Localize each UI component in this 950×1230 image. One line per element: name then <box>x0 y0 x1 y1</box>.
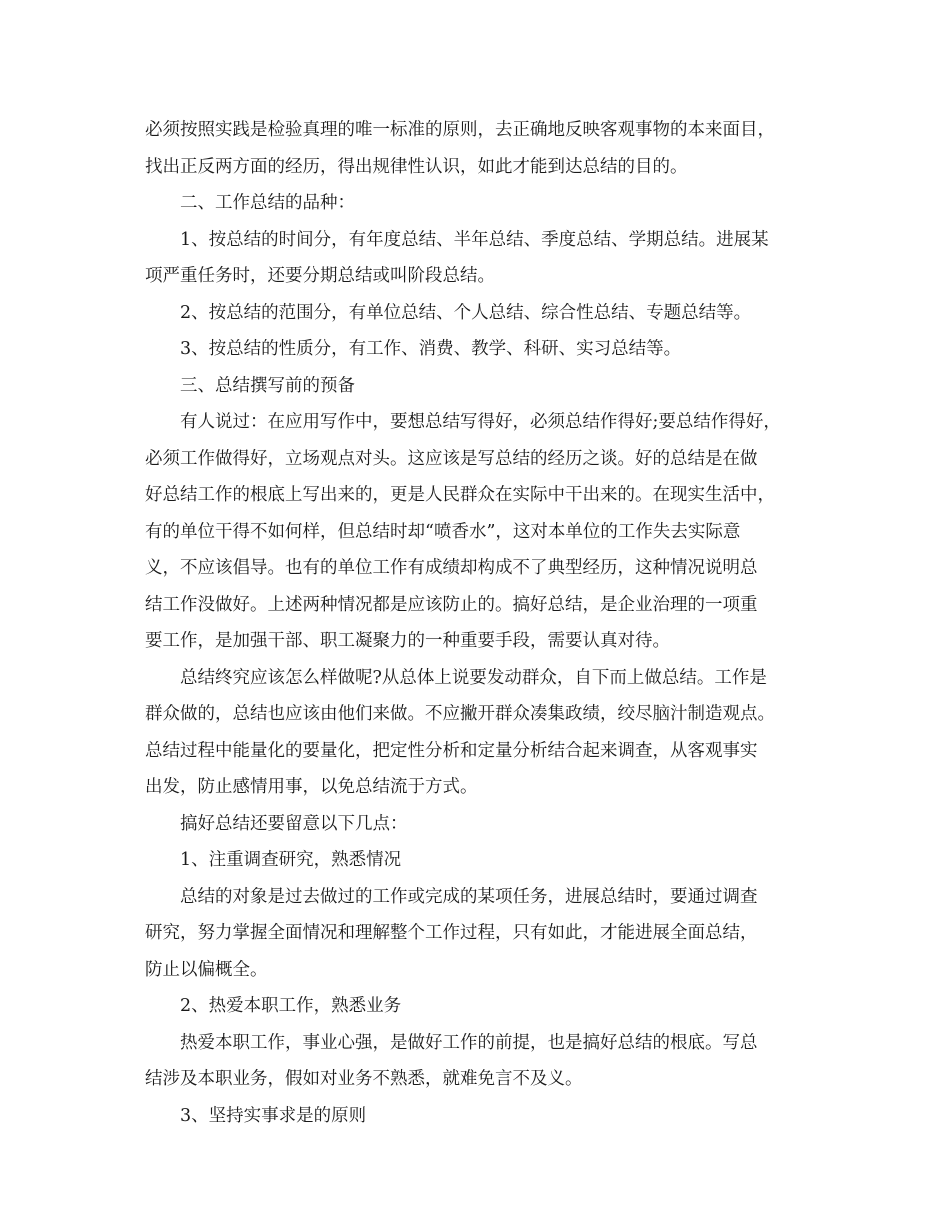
text-line: 防止以偏概全。 <box>145 959 268 980</box>
text-line: 总结过程中能量化的要量化，把定性分析和定量分析结合起来调查，从客观事实 <box>145 740 758 761</box>
text-line: 要工作，是加强干部、职工凝聚力的一种重要手段，需要认真对待。 <box>145 631 670 651</box>
text-line: 三、总结撰写前的预备 <box>180 375 355 396</box>
text-line: 群众做的，总结也应该由他们来做。不应撇开群众凑集政绩，绞尽脑汁制造观点。 <box>145 704 775 724</box>
text-line: 结工作没做好。上述两种情况都是应该防止的。搞好总结，是企业治理的一项重 <box>145 594 758 615</box>
text-line: 1、注重调查研究，熟悉情况 <box>180 850 402 870</box>
text-line: 出发，防止感情用事，以免总结流于方式。 <box>145 777 478 797</box>
text-line: 3、坚持实事求是的原则 <box>180 1105 367 1126</box>
text-line: 总结的对象是过去做过的工作或完成的某项任务，进展总结时，要通过调查 <box>180 886 758 907</box>
text-line: 二、工作总结的品种： <box>180 193 355 213</box>
text-line: 搞好总结还要留意以下几点： <box>180 813 408 834</box>
text-line: 热爱本职工作，事业心强，是做好工作的前提，也是搞好总结的根底。写总 <box>180 1032 758 1053</box>
text-line: 1、按总结的时间分，有年度总结、半年总结、季度总结、学期总结。进展某 <box>180 229 769 250</box>
text-line: 好总结工作的根底上写出来的，更是人民群众在实际中干出来的。在现实生活中， <box>145 485 775 505</box>
text-line: 义，不应该倡导。也有的单位工作有成绩却构成不了典型经历，这种情况说明总 <box>145 558 758 578</box>
text-line: 3、按总结的性质分，有工作、消费、教学、科研、实习总结等。 <box>180 339 682 359</box>
text-line: 2、按总结的范围分，有单位总结、个人总结、综合性总结、专题总结等。 <box>180 302 752 323</box>
text-line: 研究，努力掌握全面情况和理解整个工作过程，只有如此，才能进展全面总结， <box>145 923 758 943</box>
text-line: 2、热爱本职工作，熟悉业务 <box>180 996 402 1016</box>
text-line: 找出正反两方面的经历，得出规律性认识，如此才能到达总结的目的。 <box>145 156 688 177</box>
text-line: 项严重任务时，还要分期总结或叫阶段总结。 <box>145 266 495 286</box>
text-line: 必须工作做得好，立场观点对头。这应该是写总结的经历之谈。好的总结是在做 <box>145 448 758 469</box>
text-line: 必须按照实践是检验真理的唯一标准的原则，去正确地反映客观事物的本来面目， <box>145 120 775 140</box>
text-line: 有的单位干得不如何样，但总结时却“喷香水”，这对本单位的工作失去实际意 <box>145 521 741 542</box>
text-line: 结涉及本职业务，假如对业务不熟悉，就难免言不及义。 <box>145 1069 583 1089</box>
document-body <box>145 112 815 1134</box>
text-line: 有人说过：在应用写作中，要想总结写得好，必须总结作得好;要总结作得好， <box>180 412 781 432</box>
text-line: 总结终究应该怎么样做呢?从总体上说要发动群众，自下而上做总结。工作是 <box>180 667 767 688</box>
